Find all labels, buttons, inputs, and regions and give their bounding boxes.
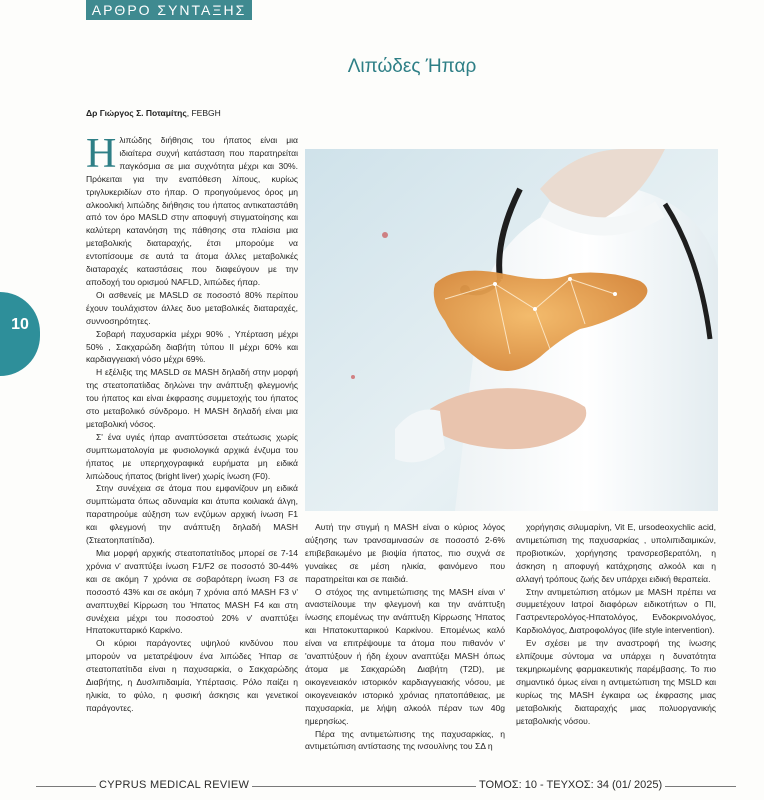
page-tab <box>0 292 40 376</box>
column-1 <box>86 131 298 715</box>
footer-issue: ΤΟΜΟΣ: 10 - ΤΕΥΧΟΣ: 34 (01/ 2025) <box>476 779 665 791</box>
section-tag: ΑΡΘΡΟ ΣΥΝΤΑΞΗΣ <box>86 0 252 20</box>
paragraph: Εν σχέσει με την αναστροφή της ίνωσης ελπίζουμε σύντομα να υπάρχει η δυνατότητα τεκμηριωμένης φαρμακευτικής παρέμβασης. Το πιο σημαντικό όμως είναι η αντιμετώπιση της MSLD και κυρίως της MASH έγκαιρα ως έκφρασης μιας μεταβολικής διαταραχής μιας πολυοργανικής μεταβολικής νόσου. <box>516 638 716 726</box>
article-title: Λιπώδες Ήπαρ <box>347 56 477 77</box>
paragraph: Πέρα της αντιμετώπισης της παχυσαρκίας, η αντιμετώπιση αντίστασης της ινσουλίνης του ΣΔ η <box>305 728 505 752</box>
author-line <box>86 108 221 118</box>
dropcap: Η <box>86 131 117 177</box>
paragraph: Οι κύριοι παράγοντες υψηλού κινδύνου που μπορούν να μετατρέψουν ένα λιπώδες Ήπαρ σε στεατοπατίτιδα είναι η παχυσαρκία, ο Σακχαρώδης Διαβήτης, η Δυσλιπιδαιμία, Υπέρτασις. Ρόλο παίζει η ηλικία, το φύλο, η φυσική άσκησις και γενετικοί παράγοντες. <box>86 638 298 713</box>
author-name: Δρ Γιώργος Σ. Ποταμίτης <box>86 108 187 118</box>
paragraph: Στην αντιμετώπιση ατόμων με MASH πρέπει να συμμετέχουν Ιατροί διαφόρων ειδικοτήτων ο ΠΙ, Γαστρεντερολόγος-Ηπατολόγος, Ενδοκρινολόγος, Καρδιολόγος, Διατροφολόγος (life style intervention). <box>516 586 716 636</box>
paragraph: Αυτή την στιγμή η MASH είναι ο κύριος λόγος αύξησης των τρανσαμινασών σε ποσοστό 2-6% επιβεβαιωμένο με βιοψία ήπατος, πιο συχνά σε γυναίκες σε μέση ηλικία, φαινόμενο που παρατηρείται και σε παιδιά. <box>305 522 505 584</box>
paragraph: Μια μορφή αρχικής στεατοπατίτιδος μπορεί σε 7-14 χρόνια ν' αναπτύξει ίνωση F1/F2 σε ποσοστό 30-44% και σε ακόμη 7 χρόνια σε σοβαρότερη ίνωση F3 σε ποσοστό 43% και σε ακόμη 7 χρόνια από MASH F3 ν' αναπτυχθεί Κίρρωση του Ήπατος MASH F4 και στη συνέχεια μέχρι του ποσοστού 20% ν' αναπτύξει Ηπατοκυτταρικό Καρκίνο. <box>86 548 298 636</box>
column-3 <box>516 521 716 728</box>
paragraph: Οι ασθενείς με MASLD σε ποσοστό 80% περίπου έχουν τουλάχιστον άλλες δυο μεταβολικές διαταραχές, συννοσηρότητες. <box>86 289 298 326</box>
paragraph: χορήγησις σιλυμαρίνη, Vit E, ursodeoxychlic acid, αντιμετώπιση της παχυσαρκίας , υπολιπιδαιμικών, προβιοτικών, χορήγησης τρανσρεσβερατόλη, η άσκηση η αποφυγή κατάχρησης αλκοόλ και η αλλαγή τρόπους ζωής δεν υπάρχει ειδική θεραπεία. <box>516 522 716 584</box>
page-number: 10 <box>11 316 29 333</box>
footer-journal: CYPRUS MEDICAL REVIEW <box>96 779 252 791</box>
paragraph: Σοβαρή παχυσαρκία μέχρι 90% , Υπέρταση μέχρι 50% , Σακχαρώδη διαβήτη τύπου ΙΙ μέχρι 60% και καρδιαγγειακή νόσο μέχρι 69%. <box>86 328 298 365</box>
paragraph: Ηλιπώδης διήθησις του ήπατος είναι μια ιδιαίτερα συχνή κατάσταση που παρατηρείται παγκόσμια σε μια συχνότητα μέχρι και 30%. Πρόκειται για την εναπόθεση λίπους, κυρίως τριγλυκεριδίων στο ήπαρ. Ο προηγούμενος όρος μη αλκοολική λιπώδης διήθησις του ήπατος αντικαταστάθη από τον όρο MASLD στην αποφυγή στιγματοίησης και καλύτερη κατανόηση της πάθησης στα πλαίσια μια μεταβολικής διαταραχής, έτσι μπορούμε να εντοπίσουμε σε αυτά τα άτομα άλλες μεταβολικές διαταραχές καταστάσεις που διαφεύγουν με την αποδοχή του ορισμού NAFLD, λιπώδες ήπαρ. <box>86 131 298 287</box>
paragraph: Ο στόχος της αντιμετώπισης της MASH είναι ν' αναστείλουμε την φλεγμονή και την ανάπτυξη ίνωσης επομένως την ανάπτυξη Κίρρωσης Ήπατος και Ηπατοκυτταρικού Καρκίνου. Επομένως καλό είναι να επιτρέψουμε τα άτομα που πιθανόν ν' 'αναπτύξουν ή ήδη έχουν αναπτύξει MASH όπως άτομα με Σακχαρώδη Διαβήτη (T2D), με οικογενειακόν ιστορικόν καρδιαγγειακής νόσου, με οικογενειακόν ιστορικό χρόνιας ηπατοπάθειας, με παχυσαρκία, με λήψη αλκοόλ πέραν των 40g ημερησίως. <box>305 586 505 726</box>
column-2 <box>305 521 505 753</box>
paragraph: Σ' ένα υγιές ήπαρ αναπτύσσεται στεάτωσις χωρίς συμπτωματολογία με φυσιολογικά αρχικά ένζυμα του ήπατος με υπερηχογραφικά ευρήματα μη ειδικά λιπώδους ήπατος (bright liver) χωρίς ίνωση (F0). <box>86 431 298 481</box>
doctor-holding-liver-icon <box>305 149 718 511</box>
paragraph: Η εξέλιξις της MASLD σε MASH δηλαδή στην μορφή της στεατοπατίιδας δηλώνει την ανάπτυξη φλεγμονής του ήπατος και είναι έκφρασης συμμετοχής του ήπατος στο μεταβολικό σύνδρομο. Η MASH δηλαδή είναι μια μεταβολική νόσος. <box>86 367 298 429</box>
doctor-liver-photo <box>305 149 718 511</box>
paragraph: Στην συνέχεια σε άτομα που εμφανίζουν μη ειδικά συμπτώματα όπως αδυναμία και άτυπα κοιλιακά άλγη, παρατηρούμε αύξηση των ενζύμων αρχική ίνωση F1 και φλεγμονή την ανάπτυξη δηλαδή MASH (Στεατοηπατίτιδα). <box>86 483 298 546</box>
author-suffix: , FEBGH <box>186 108 221 118</box>
